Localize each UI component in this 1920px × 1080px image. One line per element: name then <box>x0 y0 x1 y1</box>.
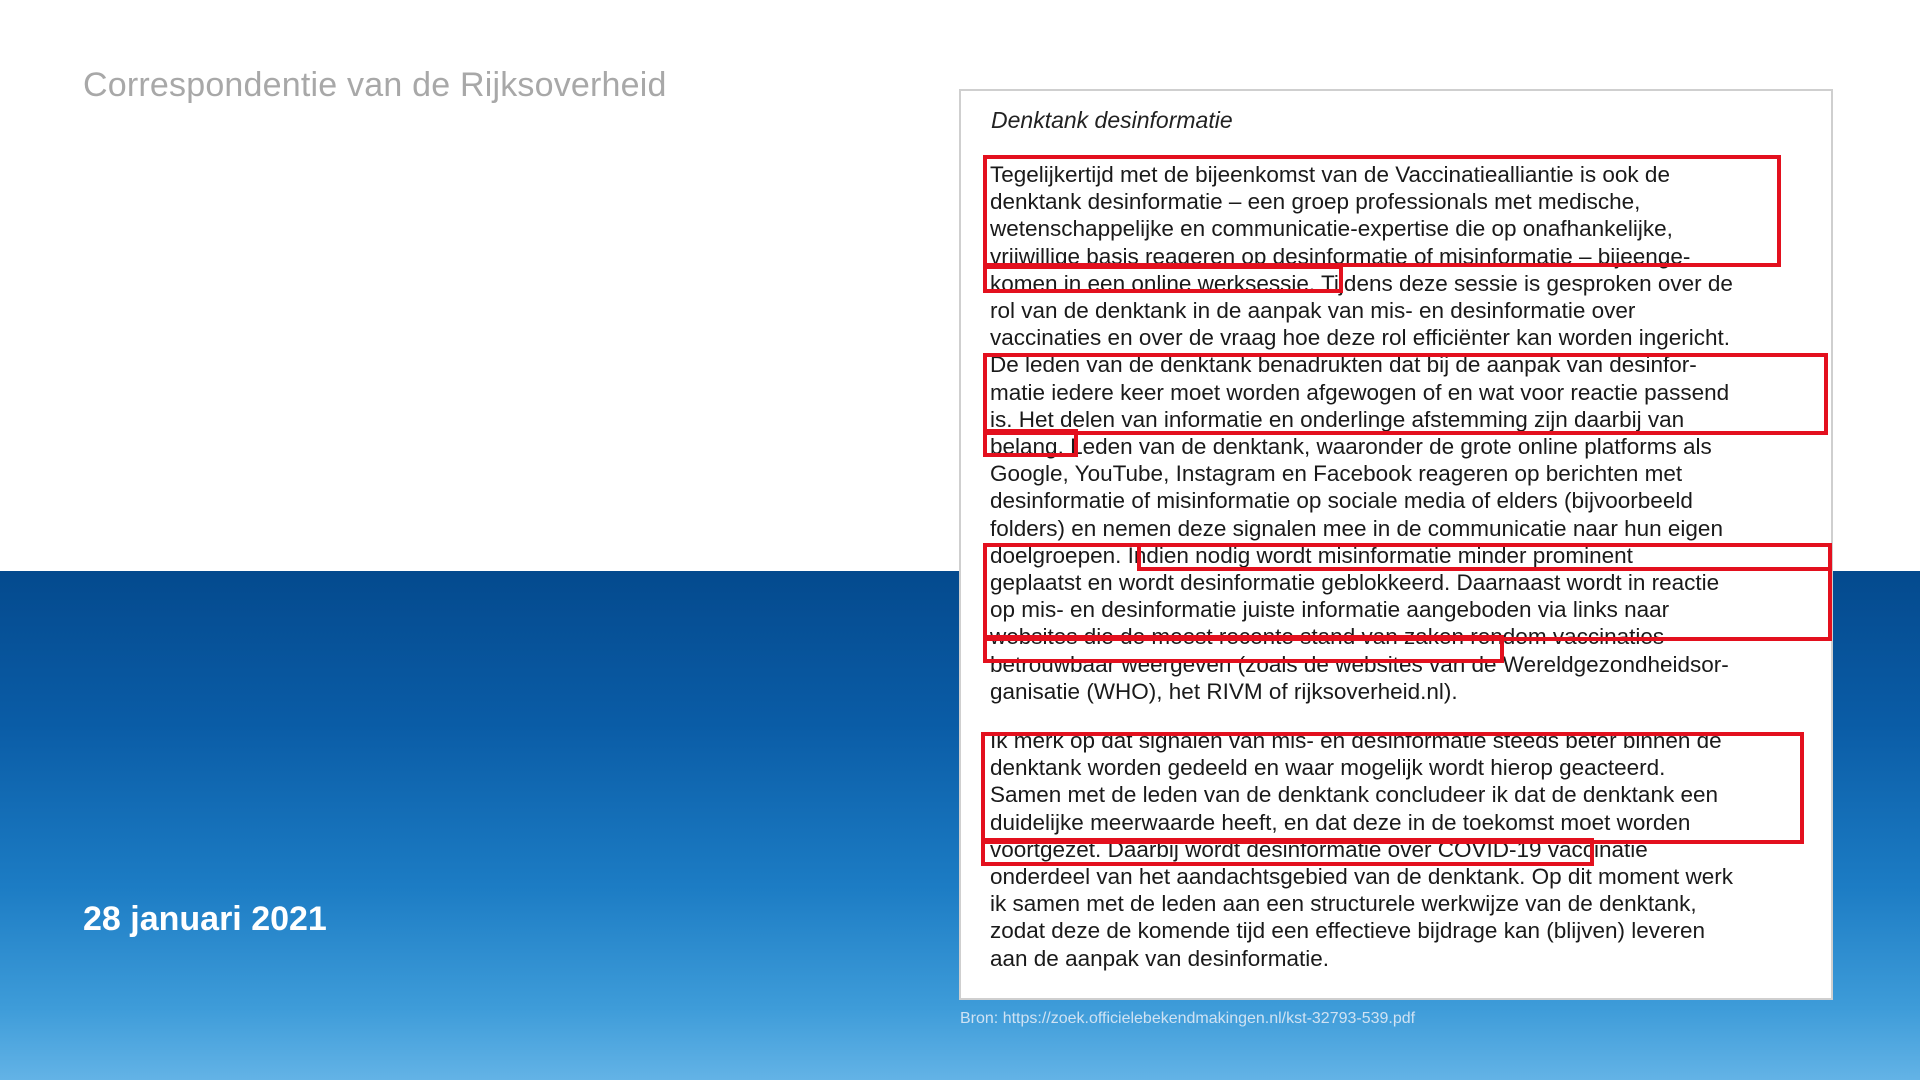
document-text-line: denktank desinformatie – een groep professionals met medische, <box>990 189 1641 215</box>
document-text-line: vrijwillige basis reageren op desinformatie of misinformatie – bijeenge- <box>990 243 1691 269</box>
highlight-frame <box>983 265 1343 293</box>
document-text-line: folders) en nemen deze signalen mee in de communicatie naar hun eigen <box>990 515 1723 541</box>
highlight-frame <box>983 635 1504 663</box>
highlight-frame <box>981 732 1804 844</box>
highlight-frame <box>983 429 1078 457</box>
document-text-line: aan de aanpak van desinformatie. <box>990 945 1329 971</box>
document-text-line: matie iedere keer moet worden afgewogen of en wat voor reactie passend <box>990 379 1730 405</box>
document-heading: Denktank desinformatie <box>991 107 1233 133</box>
document-text-line: Google, YouTube, Instagram en Facebook reageren op berichten met <box>990 461 1683 487</box>
source-citation: Bron: https://zoek.officielebekendmakingen.nl/kst-32793-539.pdf <box>960 1010 1416 1027</box>
document-text-line: websites die de meest recente stand van zaken rondom vaccinaties <box>990 624 1665 650</box>
document-text-line: vaccinaties en over de vraag hoe deze rol efficiënter kan worden ingericht. <box>990 325 1731 351</box>
document-text-line: De leden van de denktank benadrukten dat bij de aanpak van desinfor- <box>990 352 1697 378</box>
document-text-line: ganisatie (WHO), het RIVM of rijksoverheid.nl). <box>990 678 1458 704</box>
document-text-line: doelgroepen. Indien nodig wordt misinformatie minder prominent <box>990 542 1633 568</box>
document-text-line: op mis- en desinformatie juiste informatie aangeboden via links naar <box>990 597 1670 623</box>
document-text-line: ik samen met de leden aan een structurele werkwijze van de denktank, <box>990 891 1697 917</box>
document-text-line: rol van de denktank in de aanpak van mis- en desinformatie over <box>990 298 1636 323</box>
document-text-line: wetenschappelijke en communicatie-expertise die op onafhankelijke, <box>990 216 1673 242</box>
document-text-line: duidelijke meerwaarde heeft, en dat deze in de toekomst moet worden <box>990 809 1691 835</box>
document-text-line: geplaatst en wordt desinformatie geblokkeerd. Daarnaast wordt in reactie <box>990 570 1720 595</box>
document-text-line: betrouwbaar weergeven (zoals de websites van de Wereldgezondheidsor- <box>990 651 1729 677</box>
page-title: Correspondentie van de Rijksoverheid <box>83 66 667 104</box>
document-excerpt <box>959 89 1833 1000</box>
document-text-line: Samen met de leden van de denktank concludeer ik dat de denktank een <box>990 782 1718 808</box>
document-text-line: voortgezet. Daarbij wordt desinformatie over COVID-19 vaccinatie <box>990 836 1648 862</box>
document-text-line: komen in een online werksessie. Tijdens deze sessie is gesproken over de <box>990 270 1733 296</box>
document-text-line: desinformatie of misinformatie op sociale media of elders (bijvoorbeeld <box>990 488 1693 514</box>
document-text-line: Ik merk op dat signalen van mis- en desinformatie steeds beter binnen de <box>990 728 1722 753</box>
highlight-frame <box>1137 543 1832 571</box>
document-text-line: belang. Leden van de denktank, waaronder de grote online platforms als <box>990 434 1712 459</box>
highlight-frame <box>983 353 1828 435</box>
document-text-line: onderdeel van het aandachtsgebied van de denktank. Op dit moment werk <box>990 864 1733 889</box>
date-label: 28 januari 2021 <box>83 900 327 938</box>
document-text-line: zodat deze de komende tijd een effectieve bijdrage kan (blijven) leveren <box>990 918 1706 944</box>
document-text-line: denktank worden gedeeld en waar mogelijk wordt hierop geacteerd. <box>990 755 1666 781</box>
highlight-frame <box>981 838 1594 866</box>
document-text-line: is. Het delen van informatie en onderlinge afstemming zijn daarbij van <box>990 406 1685 432</box>
highlight-frame <box>983 155 1781 267</box>
document-text-line: Tegelijkertijd met de bijeenkomst van de Vaccinatiealliantie is ook de <box>990 162 1670 187</box>
